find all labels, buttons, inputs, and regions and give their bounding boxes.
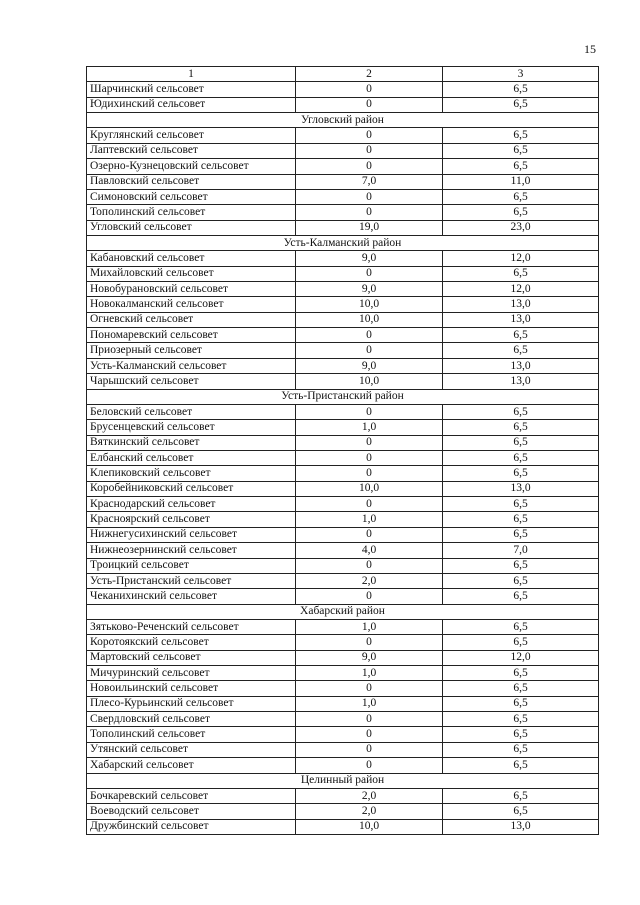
settlement-name-cell: Усть-Пристанский сельсовет <box>87 573 296 588</box>
column-2-value-cell: 0 <box>296 558 443 573</box>
settlement-name-cell: Приозерный сельсовет <box>87 343 296 358</box>
settlement-name-cell: Усть-Калманский сельсовет <box>87 358 296 373</box>
column-2-value-cell: 0 <box>296 742 443 757</box>
settlement-name-cell: Лаптевский сельсовет <box>87 143 296 158</box>
district-section-title: Целинный район <box>87 773 599 788</box>
column-3-value-cell: 6,5 <box>443 189 599 204</box>
settlement-name-cell: Брусенцевский сельсовет <box>87 420 296 435</box>
settlement-name-cell: Коротоякский сельсовет <box>87 635 296 650</box>
table-row <box>87 650 599 665</box>
settlement-name-cell: Павловский сельсовет <box>87 174 296 189</box>
district-section-row <box>87 773 599 788</box>
column-2-value-cell: 0 <box>296 266 443 281</box>
column-3-value-cell: 6,5 <box>443 727 599 742</box>
table-row <box>87 174 599 189</box>
column-3-value-cell: 6,5 <box>443 527 599 542</box>
column-3-value-cell: 6,5 <box>443 97 599 112</box>
column-header-1: 1 <box>87 67 296 82</box>
settlement-name-cell: Чарышский сельсовет <box>87 374 296 389</box>
district-section-title: Хабарский район <box>87 604 599 619</box>
settlement-name-cell: Кабановский сельсовет <box>87 251 296 266</box>
table-row <box>87 681 599 696</box>
column-2-value-cell: 2,0 <box>296 573 443 588</box>
column-3-value-cell: 13,0 <box>443 481 599 496</box>
settlement-name-cell: Угловский сельсовет <box>87 220 296 235</box>
column-3-value-cell: 13,0 <box>443 358 599 373</box>
table-row <box>87 481 599 496</box>
table-row <box>87 251 599 266</box>
settlement-name-cell: Новоильинский сельсовет <box>87 681 296 696</box>
settlement-name-cell: Нижнегусихинский сельсовет <box>87 527 296 542</box>
column-2-value-cell: 1,0 <box>296 696 443 711</box>
column-3-value-cell: 6,5 <box>443 619 599 634</box>
table-row <box>87 312 599 327</box>
column-3-value-cell: 6,5 <box>443 82 599 97</box>
column-3-value-cell: 6,5 <box>443 128 599 143</box>
column-2-value-cell: 9,0 <box>296 282 443 297</box>
settlement-name-cell: Хабарский сельсовет <box>87 758 296 773</box>
district-section-row <box>87 235 599 250</box>
table-body <box>87 82 599 835</box>
district-section-row <box>87 604 599 619</box>
settlement-name-cell: Новобурановский сельсовет <box>87 282 296 297</box>
column-2-value-cell: 0 <box>296 205 443 220</box>
settlement-name-cell: Красноярский сельсовет <box>87 512 296 527</box>
table-row <box>87 82 599 97</box>
column-2-value-cell: 0 <box>296 589 443 604</box>
district-section-title: Усть-Калманский район <box>87 235 599 250</box>
column-3-value-cell: 7,0 <box>443 543 599 558</box>
settlement-name-cell: Дружбинский сельсовет <box>87 819 296 834</box>
table-row <box>87 205 599 220</box>
column-3-value-cell: 6,5 <box>443 143 599 158</box>
settlement-name-cell: Тополинский сельсовет <box>87 205 296 220</box>
column-3-value-cell: 11,0 <box>443 174 599 189</box>
settlement-name-cell: Чеканихинский сельсовет <box>87 589 296 604</box>
settlement-name-cell: Утянский сельсовет <box>87 742 296 757</box>
settlement-name-cell: Беловский сельсовет <box>87 404 296 419</box>
table-row <box>87 343 599 358</box>
column-header-2: 2 <box>296 67 443 82</box>
table-row <box>87 143 599 158</box>
column-2-value-cell: 1,0 <box>296 666 443 681</box>
column-2-value-cell: 10,0 <box>296 297 443 312</box>
column-header-3: 3 <box>443 67 599 82</box>
column-3-value-cell: 6,5 <box>443 266 599 281</box>
column-3-value-cell: 12,0 <box>443 251 599 266</box>
column-2-value-cell: 10,0 <box>296 374 443 389</box>
column-2-value-cell: 10,0 <box>296 819 443 834</box>
settlement-name-cell: Зятьково-Реченский сельсовет <box>87 619 296 634</box>
table-row <box>87 543 599 558</box>
table-row <box>87 497 599 512</box>
settlement-name-cell: Елбанский сельсовет <box>87 450 296 465</box>
column-3-value-cell: 6,5 <box>443 635 599 650</box>
district-section-title: Угловский район <box>87 113 599 128</box>
column-2-value-cell: 0 <box>296 450 443 465</box>
column-2-value-cell: 9,0 <box>296 251 443 266</box>
table-row <box>87 727 599 742</box>
table-row <box>87 358 599 373</box>
settlement-name-cell: Клепиковский сельсовет <box>87 466 296 481</box>
column-2-value-cell: 1,0 <box>296 512 443 527</box>
column-3-value-cell: 6,5 <box>443 159 599 174</box>
table-row <box>87 635 599 650</box>
column-3-value-cell: 6,5 <box>443 573 599 588</box>
column-2-value-cell: 19,0 <box>296 220 443 235</box>
table-row <box>87 435 599 450</box>
column-2-value-cell: 9,0 <box>296 650 443 665</box>
settlement-name-cell: Свердловский сельсовет <box>87 712 296 727</box>
table-row <box>87 282 599 297</box>
column-3-value-cell: 6,5 <box>443 742 599 757</box>
column-3-value-cell: 6,5 <box>443 681 599 696</box>
column-2-value-cell: 10,0 <box>296 312 443 327</box>
table-row <box>87 404 599 419</box>
table-row <box>87 97 599 112</box>
column-3-value-cell: 6,5 <box>443 450 599 465</box>
settlement-name-cell: Тополинский сельсовет <box>87 727 296 742</box>
table-row <box>87 466 599 481</box>
district-section-title: Усть-Пристанский район <box>87 389 599 404</box>
column-3-value-cell: 6,5 <box>443 328 599 343</box>
table-row <box>87 573 599 588</box>
column-3-value-cell: 23,0 <box>443 220 599 235</box>
table-row <box>87 558 599 573</box>
settlement-name-cell: Симоновский сельсовет <box>87 189 296 204</box>
column-3-value-cell: 6,5 <box>443 558 599 573</box>
table-header-row <box>87 67 599 82</box>
column-3-value-cell: 6,5 <box>443 343 599 358</box>
column-3-value-cell: 6,5 <box>443 497 599 512</box>
column-2-value-cell: 0 <box>296 681 443 696</box>
settlement-name-cell: Пономаревский сельсовет <box>87 328 296 343</box>
column-3-value-cell: 13,0 <box>443 297 599 312</box>
column-2-value-cell: 0 <box>296 189 443 204</box>
table-row <box>87 189 599 204</box>
table-row <box>87 666 599 681</box>
table-row <box>87 712 599 727</box>
column-2-value-cell: 0 <box>296 128 443 143</box>
column-2-value-cell: 0 <box>296 404 443 419</box>
settlement-name-cell: Нижнеозернинский сельсовет <box>87 543 296 558</box>
table-row <box>87 619 599 634</box>
column-3-value-cell: 6,5 <box>443 758 599 773</box>
column-2-value-cell: 0 <box>296 343 443 358</box>
table-row <box>87 527 599 542</box>
settlement-name-cell: Новокалманский сельсовет <box>87 297 296 312</box>
column-3-value-cell: 6,5 <box>443 788 599 803</box>
column-3-value-cell: 12,0 <box>443 650 599 665</box>
column-2-value-cell: 0 <box>296 97 443 112</box>
table-row <box>87 819 599 834</box>
table-row <box>87 128 599 143</box>
district-section-row <box>87 389 599 404</box>
settlement-name-cell: Озерно-Кузнецовский сельсовет <box>87 159 296 174</box>
column-3-value-cell: 6,5 <box>443 420 599 435</box>
settlement-name-cell: Вяткинский сельсовет <box>87 435 296 450</box>
column-2-value-cell: 0 <box>296 159 443 174</box>
page-number: 15 <box>584 42 596 56</box>
settlement-name-cell: Юдихинский сельсовет <box>87 97 296 112</box>
column-3-value-cell: 13,0 <box>443 374 599 389</box>
column-3-value-cell: 6,5 <box>443 435 599 450</box>
column-2-value-cell: 7,0 <box>296 174 443 189</box>
data-table <box>86 66 599 835</box>
table-row <box>87 512 599 527</box>
district-section-row <box>87 113 599 128</box>
column-3-value-cell: 6,5 <box>443 696 599 711</box>
column-2-value-cell: 0 <box>296 497 443 512</box>
column-2-value-cell: 2,0 <box>296 788 443 803</box>
settlement-name-cell: Коробейниковский сельсовет <box>87 481 296 496</box>
column-2-value-cell: 0 <box>296 758 443 773</box>
table-row <box>87 159 599 174</box>
column-3-value-cell: 13,0 <box>443 819 599 834</box>
settlement-name-cell: Мартовский сельсовет <box>87 650 296 665</box>
column-3-value-cell: 6,5 <box>443 712 599 727</box>
column-3-value-cell: 6,5 <box>443 589 599 604</box>
settlement-name-cell: Плесо-Курьинский сельсовет <box>87 696 296 711</box>
table-row <box>87 696 599 711</box>
table-row <box>87 758 599 773</box>
table-row <box>87 788 599 803</box>
settlement-name-cell: Михайловский сельсовет <box>87 266 296 281</box>
table-row <box>87 220 599 235</box>
column-3-value-cell: 6,5 <box>443 666 599 681</box>
column-2-value-cell: 9,0 <box>296 358 443 373</box>
column-3-value-cell: 13,0 <box>443 312 599 327</box>
column-2-value-cell: 0 <box>296 635 443 650</box>
column-2-value-cell: 0 <box>296 82 443 97</box>
column-3-value-cell: 6,5 <box>443 404 599 419</box>
settlement-name-cell: Шарчинский сельсовет <box>87 82 296 97</box>
settlement-name-cell: Краснодарский сельсовет <box>87 497 296 512</box>
column-3-value-cell: 6,5 <box>443 512 599 527</box>
column-2-value-cell: 0 <box>296 466 443 481</box>
column-3-value-cell: 6,5 <box>443 205 599 220</box>
table-row <box>87 589 599 604</box>
column-2-value-cell: 1,0 <box>296 619 443 634</box>
settlement-name-cell: Мичуринский сельсовет <box>87 666 296 681</box>
column-3-value-cell: 6,5 <box>443 804 599 819</box>
column-2-value-cell: 0 <box>296 527 443 542</box>
column-2-value-cell: 0 <box>296 712 443 727</box>
column-2-value-cell: 2,0 <box>296 804 443 819</box>
column-2-value-cell: 4,0 <box>296 543 443 558</box>
settlement-name-cell: Круглянский сельсовет <box>87 128 296 143</box>
table-row <box>87 450 599 465</box>
settlement-name-cell: Огневский сельсовет <box>87 312 296 327</box>
column-2-value-cell: 0 <box>296 143 443 158</box>
table-row <box>87 328 599 343</box>
column-3-value-cell: 12,0 <box>443 282 599 297</box>
column-2-value-cell: 0 <box>296 435 443 450</box>
table-row <box>87 420 599 435</box>
settlement-name-cell: Троицкий сельсовет <box>87 558 296 573</box>
table-row <box>87 742 599 757</box>
settlement-name-cell: Воеводский сельсовет <box>87 804 296 819</box>
table-row <box>87 374 599 389</box>
table-row <box>87 804 599 819</box>
column-2-value-cell: 1,0 <box>296 420 443 435</box>
table-row <box>87 266 599 281</box>
column-2-value-cell: 0 <box>296 727 443 742</box>
settlement-name-cell: Бочкаревский сельсовет <box>87 788 296 803</box>
column-3-value-cell: 6,5 <box>443 466 599 481</box>
column-2-value-cell: 10,0 <box>296 481 443 496</box>
column-2-value-cell: 0 <box>296 328 443 343</box>
table-row <box>87 297 599 312</box>
